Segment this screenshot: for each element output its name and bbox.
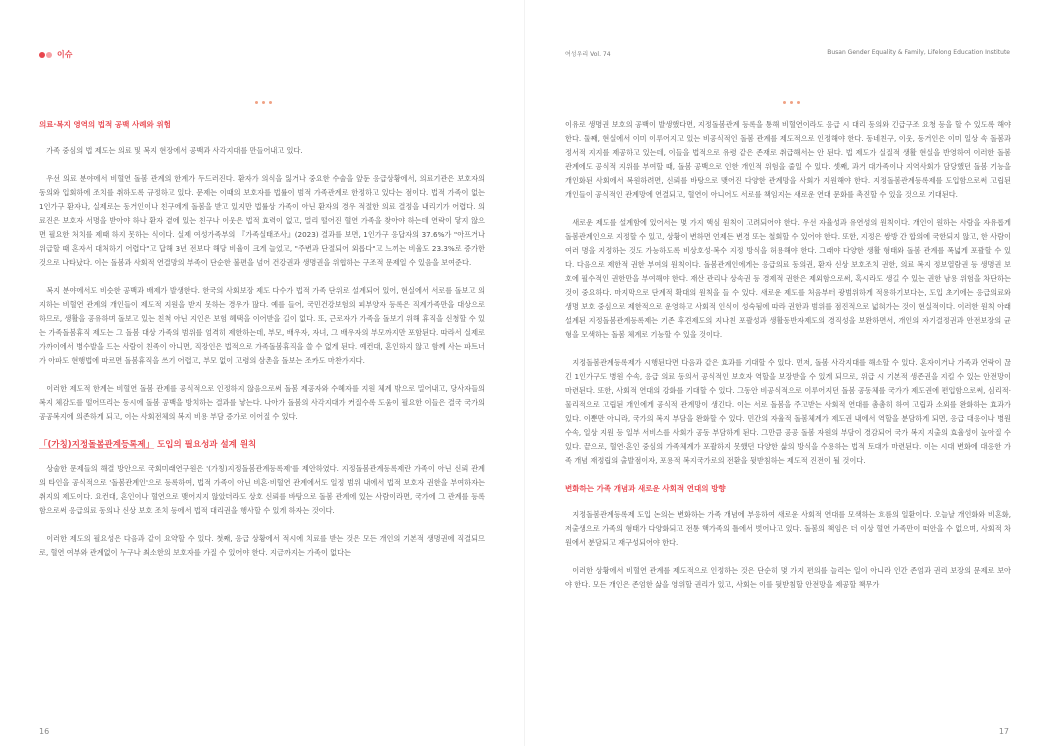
section-heading: 의료·복지 영역의 법적 공백 사례와 위험 bbox=[39, 120, 171, 129]
right-page bbox=[525, 0, 1049, 746]
paragraph: 이러한 상황에서 비혈연 관계를 제도적으로 인정하는 것은 단순히 몇 가지 편의를 늘리는 일이 아니라 인간 존엄과 권리 보장의 문제로 보아야 한다. 모든 개인은 존엄한 삶을 영위할 권리가 있고, 사회는 이를 뒷받침할 안전망을 제공할 책무가 bbox=[565, 566, 1011, 589]
heading-highlight: 「(가칭)지정돌봄관계등록제」 bbox=[39, 440, 155, 450]
left-column bbox=[39, 118, 485, 560]
left-page bbox=[0, 0, 524, 746]
paragraph: 지정돌봄관계등록제가 시행된다면 다음과 같은 효과를 기대할 수 있다. 먼저, 돌봄 사각지대를 해소할 수 있다. 혼자이거나 가족과 연락이 끊긴 1인가구도 병원 수속, 응급 의료 동의서 공식적인 보호자 역할을 보장받을 수 있게 되므로, 위급 시 기본적 생존권을 지킬 수 있는 안전망이 마련된다. 또한, 사회적 연대의 강화를 기대할 수 있다. 그동안 비공식적으로 이루어지던 돌봄 공동체를 국가가 제도권에 편입함으로써, 심리적·물리적으로 고립된 개인에게 공식적 관계망이 생긴다. 이는 서로 돌봄을 주고받는 사회적 연대를 촘촘히 하여 고립과 소외를 완화하는 효과가 있다. 이뿐만 아니라, 국가의 복지 부담을 완화할 수 있다. 민간의 자율적 돌봄체계가 제도권 내에서 역할을 분담하게 되면, 응급 대응이나 병원 수속, 일상 지원 등 일부 서비스를 사회가 공동 부담하게 된다. 그만큼 공공 돌봄 자원의 부담이 경감되어 국가 복지 지출의 효율성이 높아질 수 있다. 끝으로, 혈연·혼인 중심의 가족체계가 포괄하지 못했던 다양한 삶의 방식을 수용하는 법적 토대가 마련된다. 이는 시대 변화에 대응한 가족 개념 재정립의 출발점이자, 포용적 복지국가로의 전환을 뒷받침하는 제도적 진전이 될 것이다. bbox=[565, 358, 1011, 465]
paragraph: 이유로 생명권 보호의 공백이 발생했다면, 지정돌봄관계 등록을 통해 비혈연이라도 응급 시 대리 동의와 긴급구조 요청 등을 할 수 있도록 해야 한다. 둘째, 현실에서 이미 이루어지고 있는 비공식적인 돌봄 관계를 제도적으로 인정해야 한다. 동네친구, 이웃, 동거인은 이미 일상 속 돌봄과 정서적 지지를 제공하고 있는데, 이들을 법적으로 유령 같은 존재로 취급해서는 안 된다. 법 제도가 실질적 생활 현실을 반영하여 이러한 돌봄 관계에도 공식적 지위를 부여할 때, 돌봄 공백으로 인한 개인적 위험을 줄일 수 있다. 셋째, 과거 대가족이나 지역사회가 담당했던 돌봄 기능을 개인화된 사회에서 복원하려면, 신뢰를 바탕으로 맺어진 다양한 관계망을 사회가 지원해야 한다. 지정돌봄관계등록제를 도입함으로써 고립된 개인들이 공식적인 관계망에 연결되고, 혈연이 아니어도 서로를 책임지는 새로운 연대 문화를 촉진할 수 있을 것으로 기대된다. bbox=[565, 120, 1011, 199]
paragraph: 이러한 제도의 필요성은 다음과 같이 요약할 수 있다. 첫째, 응급 상황에서 적시에 치료를 받는 것은 모든 개인의 기본적 생명권에 직결되므로, 혈연 여부와 관계없이 누구나 최소한의 보호자를 가질 수 있어야 한다. 지금까지는 가족이 없다는 bbox=[39, 534, 485, 557]
paragraph: 이러한 제도적 한계는 비혈연 돌봄 관계를 공식적으로 인정하지 않음으로써 돌봄 제공자와 수혜자를 지원 체계 밖으로 밀어내고, 당사자들의 복지 체감도를 떨어뜨리는 동시에 돌봄 공백을 방치하는 결과를 낳는다. 나아가 돌봄의 사각지대가 커질수록 도움이 필요한 이들은 결국 국가의 공공복지에 의존하게 되고, 이는 사회전체의 복지 비용 부담 증가로 이어질 수 있다. bbox=[39, 384, 485, 421]
ornament-dots-icon bbox=[783, 101, 800, 104]
right-column bbox=[565, 118, 1011, 592]
paragraph: 우선 의료 분야에서 비혈연 돌봄 관계의 한계가 두드러진다. 환자가 의식을 잃거나 중요한 수술을 앞둔 응급상황에서, 의료기관은 보호자의 동의와 입회하에 조치를 취하도록 규정하고 있다. 문제는 이때의 보호자를 법률이 범적 가족관계로 한정하고 있다는 점이다. 법적 가족이 없는 1인가구 환자나, 실제로는 동거인이나 친구에게 돌봄을 받고 있지만 법률상 가족이 아닌 환자의 경우 적절한 의료 결정을 내리기가 어렵다. 의료진은 보호자 서명을 받아야 하나 환자 곁에 있는 친구나 이웃은 법적 효력이 없고, 멀리 떨어진 혈연 가족을 찾아야 하는데 연락이 닿지 않으면 필요한 처치를 제때 하지 못하는 식이다. 실제 여성가족부의 『가족실태조사』(2023) 결과를 보면, 1인가구 응답자의 37.6%가 "아프거나 위급할 때 혼자서 대처하기 어렵다"고 답해 3년 전보다 해당 비율이 크게 늘었고, "주변과 단절되어 외롭다"고 느끼는 비율도 23.3%로 증가한 것으로 나타났다. 이는 돌봄과 사회적 연결망의 부족이 단순한 불편을 넘어 건강권과 생명권을 위협하는 구조적 문제일 수 있음을 보여준다. bbox=[39, 174, 485, 267]
section-tag bbox=[39, 49, 72, 60]
institute-name: Busan Gender Equality & Family, Lifelong Education Institute bbox=[827, 49, 1010, 56]
tag-dots-icon bbox=[39, 52, 52, 58]
heading-rest: 도입의 필요성과 설계 원칙 bbox=[154, 440, 257, 450]
page-number: 16 bbox=[39, 727, 50, 736]
section-heading: 변화하는 가족 개념과 새로운 사회적 연대의 방향 bbox=[565, 484, 726, 493]
paragraph: 새로운 제도를 설계함에 있어서는 몇 가지 핵심 원칙이 고려되어야 한다. 우선 자율성과 유연성의 원칙이다. 개인이 원하는 사람을 자유롭게 돌봄관계인으로 지정할 수 있고, 상황이 변하면 언제든 변경 또는 철회할 수 있어야 한다. 또한, 지정은 쌍방 간 합의에 국한되지 않고, 한 사람이 여러 명을 지정하는 것도 가능하도록 비상호성·복수 지정 방식을 허용해야 한다. 그래야 다양한 생활 형태와 돌봄 관계를 폭넓게 포괄할 수 있다. 다음으로 제한적 권한 부여의 원칙이다. 돌봄관계인에게는 응급의료 동의권, 환자 신상 보호조치 권한, 의료 복지 정보열람권 등 생명권 보호에 필수적인 권한만을 부여해야 한다. 재산 관리나 상속권 등 경제적 권한은 제외함으로써, 혹시라도 생길 수 있는 권한 남용 위험을 차단하는 것이 중요하다. 마지막으로 단계적 확대의 원칙을 들 수 있다. 새로운 제도를 처음부터 광범위하게 적용하기보다는, 도입 초기에는 응급의료와 생명 보호 중심으로 제한적으로 운영하고 사회적 인식이 성숙됨에 따라 권한과 범위를 점진적으로 넓혀가는 것이 현실적이다. 이러한 원칙 아래 설계된 지정돌봄관계등록제는 기존 후견제도의 지나친 포괄성과 생활동반자제도의 경직성을 보완하면서, 개인의 자기결정권과 안전보장의 균형을 모색하는 돌봄 체계로 기능할 수 있을 것이다. bbox=[565, 218, 1011, 339]
paragraph: 가족 중심의 법 제도는 의료 및 복지 현장에서 공백과 사각지대를 만들어내고 있다. bbox=[46, 146, 303, 155]
section-tag-label: 이슈 bbox=[57, 50, 73, 59]
paragraph: 지정돌봄관계등록제 도입 논의는 변화하는 가족 개념에 부응하여 새로운 사회적 연대를 모색하는 흐름의 일환이다. 오늘날 개인화와 비혼화, 저출생으로 가족의 형태가 다양화되고 전통 핵가족의 틀에서 벗어나고 있다. 돌봄의 책임은 더 이상 혈연 가족만이 떠안을 수 없으며, 사회적 차원에서 분담되고 재구성되어야 한다. bbox=[565, 510, 1011, 547]
page-number: 17 bbox=[998, 727, 1009, 736]
paragraph: 상술한 문제들의 해결 방안으로 국회미래연구원은 '(가칭)지정돌봄관계등록제'를 제안하였다. 지정돌봄관계등록제란 가족이 아닌 신뢰 관계의 타인을 공식적으로 '돌봄관계인'으로 등록하여, 법적 가족이 아닌 비혼·비혈연 관계에서도 일정 범위 내에서 법적 보호자 권한을 부여하자는 취지의 제도이다. 요컨대, 혼인이나 혈연으로 맺어지지 않았더라도 상호 신뢰를 바탕으로 돌봄 관계에 있는 사람이라면, 국가에 그 관계를 등록함으로써 응급의료 동의나 신상 보호 조치 등에서 법적 대리권을 행사할 수 있게 하자는 것이다. bbox=[39, 464, 485, 515]
section-heading bbox=[39, 438, 485, 452]
magazine-title: 여성우리 Vol. 74 bbox=[565, 51, 611, 58]
paragraph: 복지 분야에서도 비슷한 공백과 배제가 발생한다. 한국의 사회보장 제도 다수가 법적 가족 단위로 설계되어 있어, 현실에서 서로를 돌보고 의지하는 비혈연 관계의 개인들이 제도적 지원을 받지 못하는 경우가 많다. 예를 들어, 국민건강보험의 피부양자 등록은 직계가족만을 대상으로 하므로, 생활을 공유하며 돌보고 있는 친척 아닌 지인은 보험 혜택을 이어받을 길이 없다. 또, 근로자가 가족을 돌보기 위해 휴직을 신청할 수 있는 가족돌봄휴직 제도는 그 돌봄 대상 가족의 범위를 엄격히 제한하는데, 부모, 배우자, 자녀, 그 배우자의 부모까지만 포함된다. 따라서 실제로 가까이에서 병수발을 드는 사람이 친족이 아니면, 직장인은 법적으로 가족돌봄휴직을 쓸 수 없게 된다. 예컨대, 혼인하지 않고 함께 사는 파트너가 아파도 현행법에 따르면 돌봄휴직을 쓰기 어렵고, 부모 없이 고령의 삼촌을 돌보는 조카도 마찬가지다. bbox=[39, 286, 485, 365]
ornament-dots-icon bbox=[255, 101, 272, 104]
